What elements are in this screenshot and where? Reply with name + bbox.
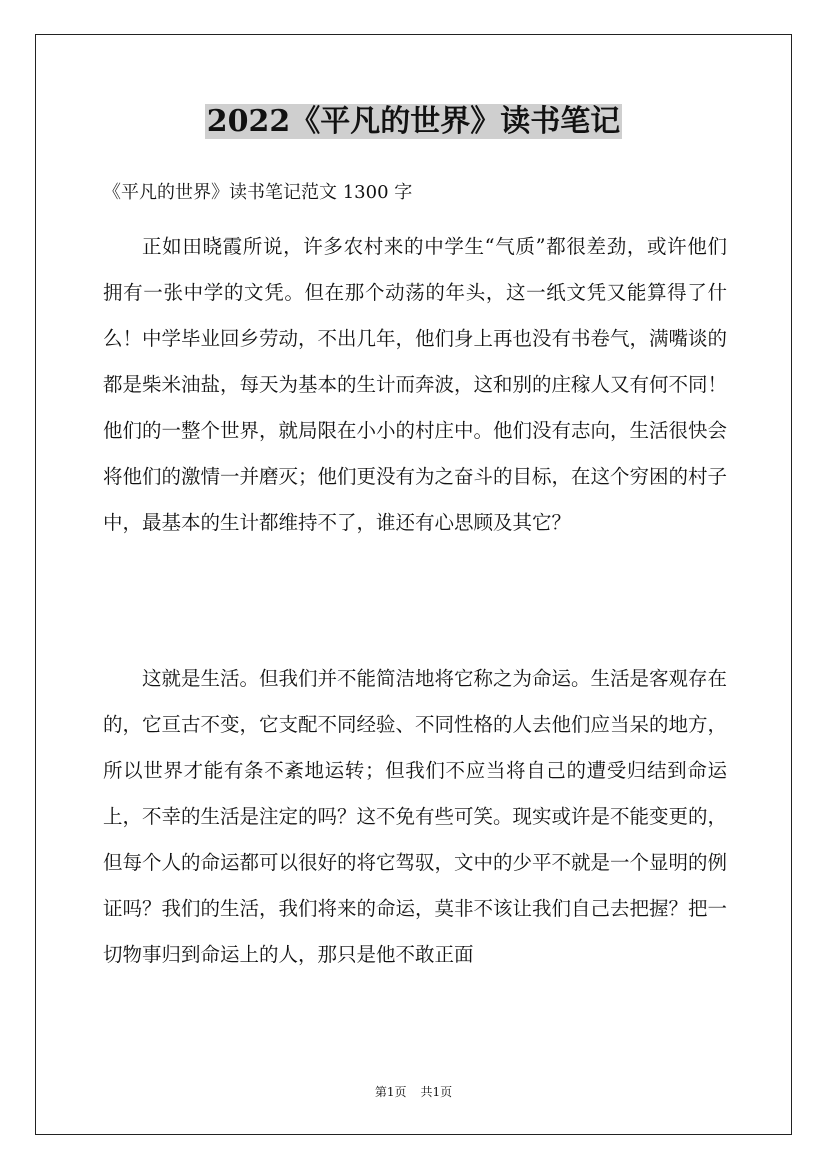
page-footer bbox=[0, 1084, 827, 1100]
document-subtitle: 《平凡的世界》读书笔记范文 1300 字 bbox=[103, 182, 413, 203]
document-title-text: 2022《平凡的世界》读书笔记 bbox=[206, 104, 621, 139]
page-number: 第1页 bbox=[374, 1085, 407, 1099]
document-title bbox=[0, 100, 827, 144]
body-paragraph-1: 正如田晓霞所说，许多农村来的中学生“气质”都很差劲，或许他们拥有一张中学的文凭。但在那个动荡的年头，这一纸文凭又能算得了什么！中学毕业回乡劳动，不出几年，他们身上再也没有书卷气，满嘴谈的都是柴米油盐，每天为基本的生计而奔波，这和别的庄稼人又有何不同！他们的一整个世界，就局限在小小的村庄中。他们没有志向，生活很快会将他们的激情一并磨灭；他们更没有为之奋斗的目标，在这个穷困的村子中，最基本的生计都维持不了，谁还有心思顾及其它？ bbox=[103, 235, 728, 534]
body-paragraph-2: 这就是生活。但我们并不能简洁地将它称之为命运。生活是客观存在的，它亘古不变，它支配不同经验、不同性格的人去他们应当呆的地方，所以世界才能有条不紊地运转；但我们不应当将自己的遭受归结到命运上，不幸的生活是注定的吗？这不免有些可笑。现实或许是不能变更的，但每个人的命运都可以很好的将它驾驭，文中的少平不就是一个显明的例证吗？我们的生活，我们将来的命运，莫非不该让我们自己去把握？把一切物事归到命运上的人，那只是他不敢正面 bbox=[103, 667, 728, 966]
page-total: 共1页 bbox=[420, 1085, 453, 1099]
